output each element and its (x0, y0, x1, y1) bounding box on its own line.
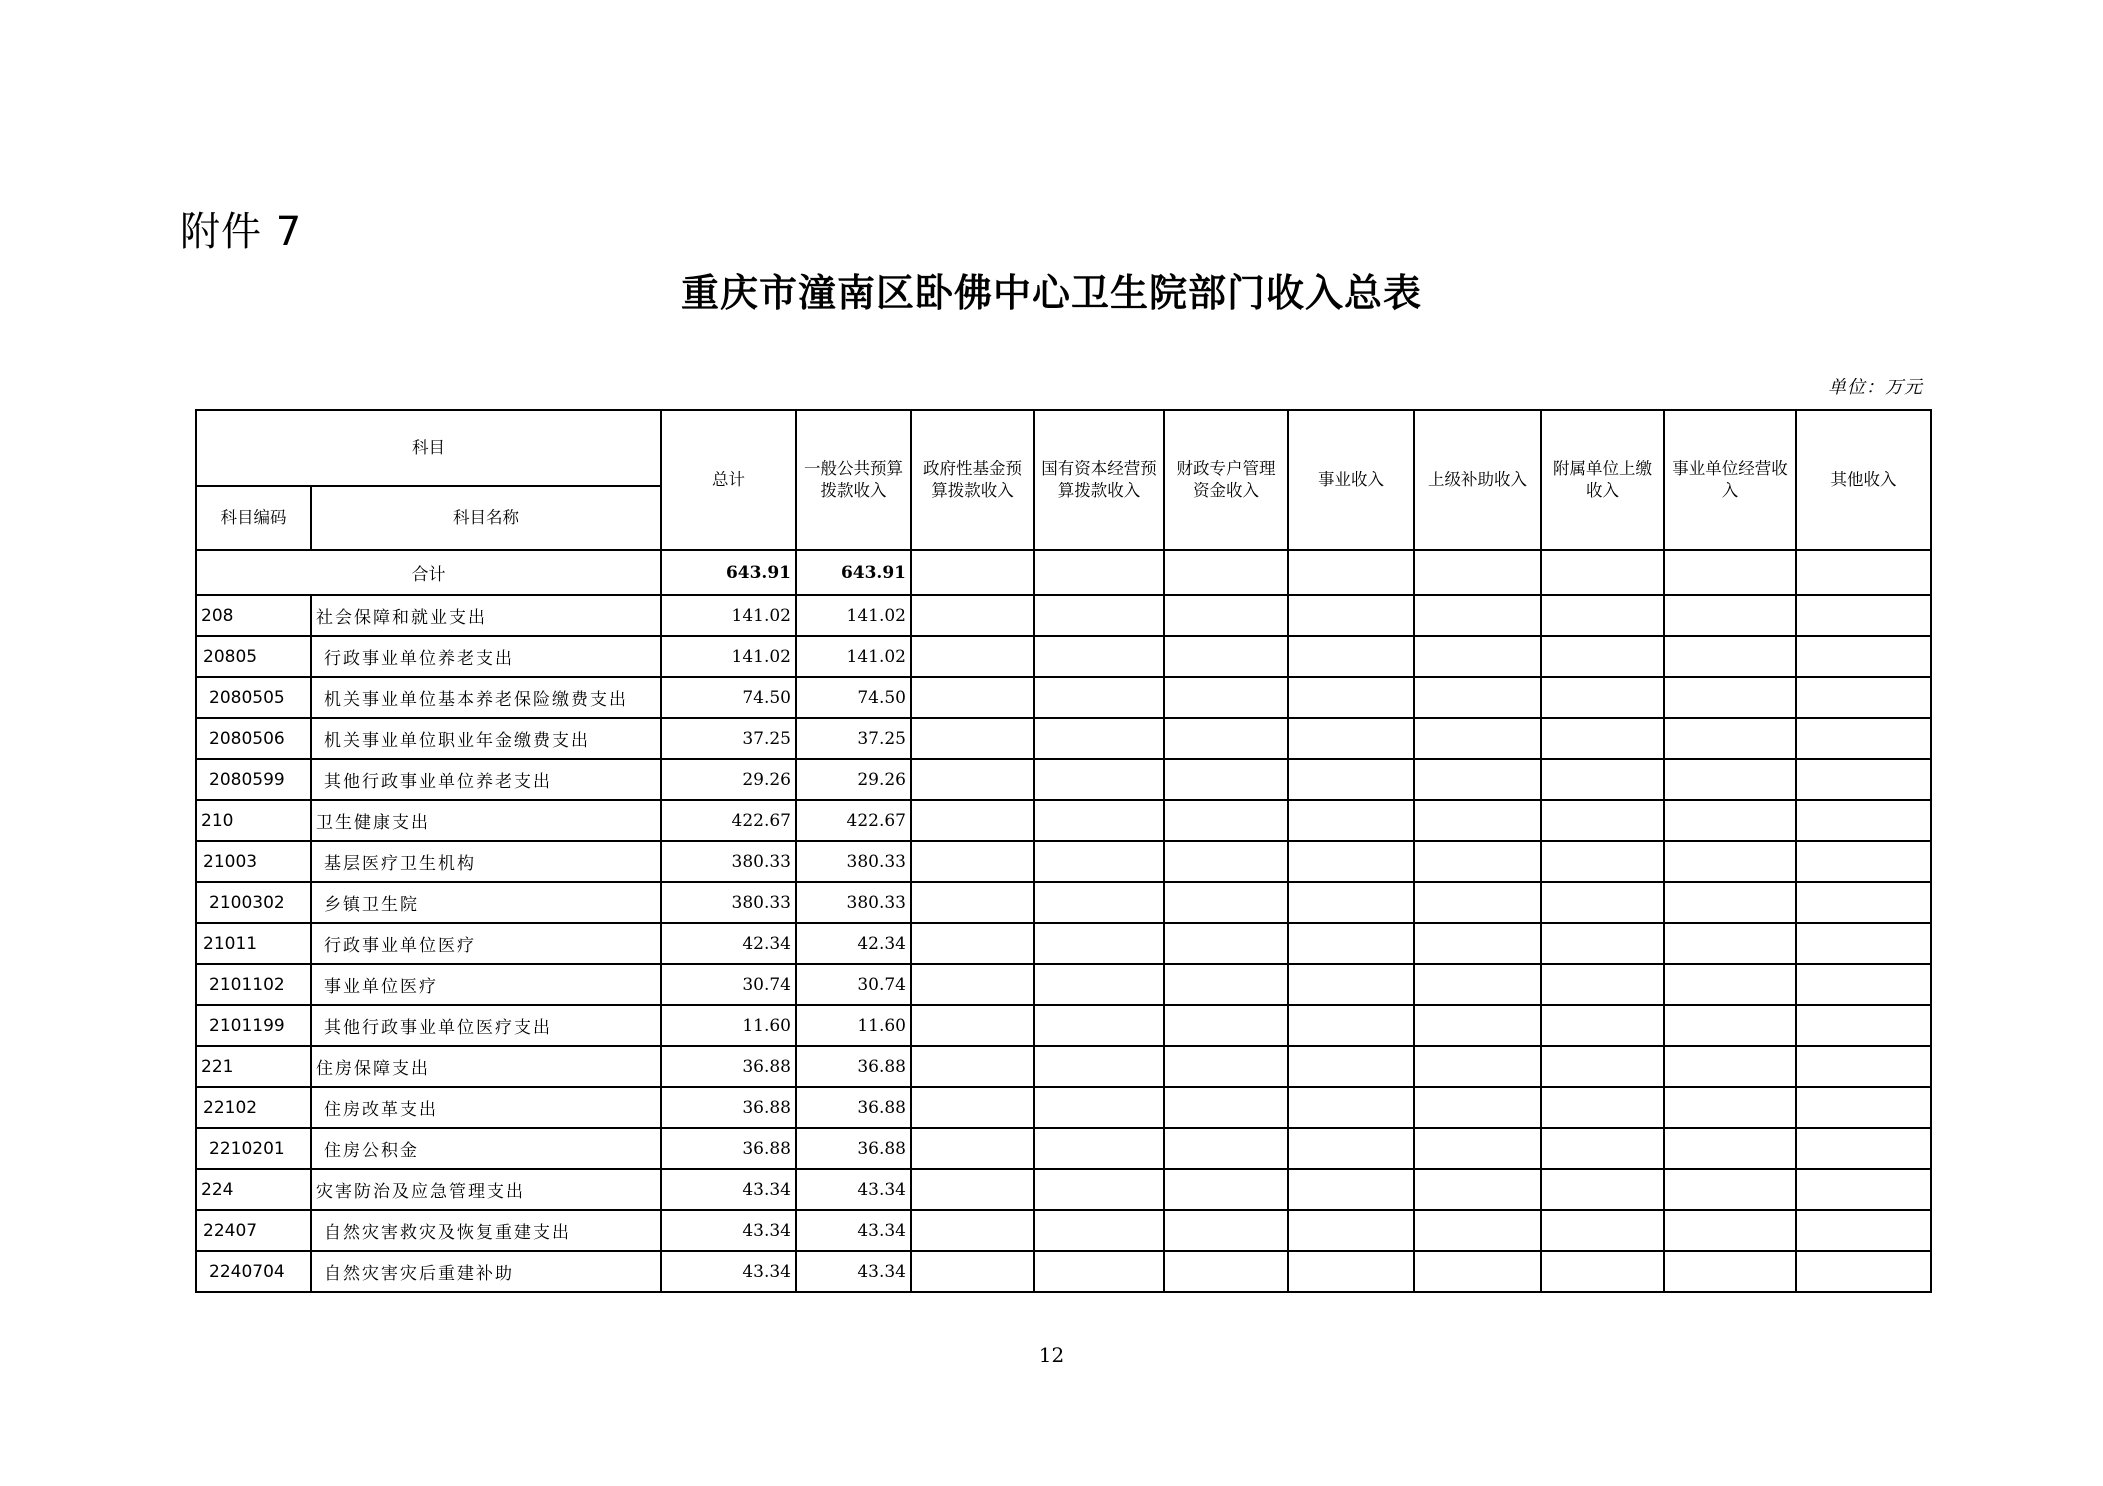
empty-cell (1414, 550, 1541, 595)
row-name: 住房公积金 (311, 1128, 661, 1169)
empty-cell (911, 636, 1034, 677)
empty-cell (1414, 841, 1541, 882)
empty-cell (1034, 677, 1164, 718)
empty-cell (1164, 595, 1288, 636)
empty-cell (911, 841, 1034, 882)
empty-cell (911, 595, 1034, 636)
table-row (196, 718, 1931, 759)
empty-cell (1164, 1087, 1288, 1128)
row-code: 2101102 (196, 964, 311, 1005)
empty-cell (1541, 841, 1664, 882)
empty-cell (1034, 636, 1164, 677)
empty-cell (1288, 1169, 1414, 1210)
empty-cell (1034, 923, 1164, 964)
income-summary-table (195, 409, 1932, 1293)
empty-cell (1288, 1251, 1414, 1292)
empty-cell (1664, 636, 1796, 677)
row-general-budget: 74.50 (796, 677, 911, 718)
header-fiscal-special: 财政专户管理资金收入 (1164, 410, 1288, 550)
empty-cell (1664, 882, 1796, 923)
empty-cell (1288, 595, 1414, 636)
empty-cell (1414, 1005, 1541, 1046)
row-code: 208 (196, 595, 311, 636)
row-total: 141.02 (661, 595, 796, 636)
empty-cell (911, 550, 1034, 595)
empty-cell (1034, 882, 1164, 923)
empty-cell (1664, 1210, 1796, 1251)
header-superior-subsidy: 上级补助收入 (1414, 410, 1541, 550)
empty-cell (1796, 1005, 1931, 1046)
empty-cell (1414, 677, 1541, 718)
empty-cell (1541, 1251, 1664, 1292)
empty-cell (1541, 964, 1664, 1005)
row-code: 2080505 (196, 677, 311, 718)
empty-cell (1664, 677, 1796, 718)
empty-cell (1164, 1128, 1288, 1169)
table-row (196, 1128, 1931, 1169)
row-name: 自然灾害救灾及恢复重建支出 (311, 1210, 661, 1251)
row-code: 22407 (196, 1210, 311, 1251)
row-name: 自然灾害灾后重建补助 (311, 1251, 661, 1292)
row-total: 74.50 (661, 677, 796, 718)
header-business-operation: 事业单位经营收入 (1664, 410, 1796, 550)
empty-cell (1796, 759, 1931, 800)
total-general-budget: 643.91 (796, 550, 911, 595)
table-row (196, 800, 1931, 841)
empty-cell (1541, 595, 1664, 636)
empty-cell (1034, 1169, 1164, 1210)
row-code: 2101199 (196, 1005, 311, 1046)
table-row (196, 595, 1931, 636)
empty-cell (1414, 1128, 1541, 1169)
header-total: 总计 (661, 410, 796, 550)
empty-cell (1414, 800, 1541, 841)
empty-cell (911, 1046, 1034, 1087)
empty-cell (1034, 718, 1164, 759)
header-business-income: 事业收入 (1288, 410, 1414, 550)
header-name: 科目名称 (311, 486, 661, 550)
table-row (196, 1046, 1931, 1087)
row-general-budget: 43.34 (796, 1251, 911, 1292)
empty-cell (1541, 1169, 1664, 1210)
table-row (196, 1210, 1931, 1251)
empty-cell (1796, 1087, 1931, 1128)
empty-cell (911, 1087, 1034, 1128)
empty-cell (1288, 677, 1414, 718)
empty-cell (1164, 882, 1288, 923)
empty-cell (1541, 882, 1664, 923)
empty-cell (1664, 800, 1796, 841)
row-code: 2080506 (196, 718, 311, 759)
row-name: 行政事业单位养老支出 (311, 636, 661, 677)
row-code: 210 (196, 800, 311, 841)
row-name: 行政事业单位医疗 (311, 923, 661, 964)
empty-cell (1664, 1087, 1796, 1128)
empty-cell (1288, 550, 1414, 595)
total-total: 643.91 (661, 550, 796, 595)
table-row (196, 882, 1931, 923)
row-name: 住房保障支出 (311, 1046, 661, 1087)
empty-cell (1414, 595, 1541, 636)
empty-cell (1414, 1046, 1541, 1087)
empty-cell (1164, 1251, 1288, 1292)
empty-cell (1541, 1046, 1664, 1087)
row-code: 2080599 (196, 759, 311, 800)
row-name: 基层医疗卫生机构 (311, 841, 661, 882)
empty-cell (1796, 1251, 1931, 1292)
empty-cell (1164, 550, 1288, 595)
empty-cell (1288, 759, 1414, 800)
empty-cell (1414, 1251, 1541, 1292)
empty-cell (1414, 1087, 1541, 1128)
empty-cell (1664, 1046, 1796, 1087)
header-code: 科目编码 (196, 486, 311, 550)
empty-cell (911, 964, 1034, 1005)
empty-cell (911, 718, 1034, 759)
row-general-budget: 422.67 (796, 800, 911, 841)
empty-cell (1034, 550, 1164, 595)
empty-cell (1541, 1087, 1664, 1128)
empty-cell (1664, 1169, 1796, 1210)
empty-cell (1288, 636, 1414, 677)
empty-cell (1796, 1169, 1931, 1210)
empty-cell (1034, 800, 1164, 841)
empty-cell (1541, 1128, 1664, 1169)
row-general-budget: 141.02 (796, 636, 911, 677)
row-total: 380.33 (661, 882, 796, 923)
row-general-budget: 30.74 (796, 964, 911, 1005)
empty-cell (1034, 1005, 1164, 1046)
empty-cell (1664, 1005, 1796, 1046)
empty-cell (1164, 1169, 1288, 1210)
row-total: 141.02 (661, 636, 796, 677)
row-name: 灾害防治及应急管理支出 (311, 1169, 661, 1210)
empty-cell (1664, 718, 1796, 759)
empty-cell (1288, 1087, 1414, 1128)
empty-cell (1034, 759, 1164, 800)
empty-cell (911, 1005, 1034, 1046)
table-row (196, 923, 1931, 964)
row-code: 221 (196, 1046, 311, 1087)
empty-cell (911, 1251, 1034, 1292)
row-total: 42.34 (661, 923, 796, 964)
empty-cell (1034, 1046, 1164, 1087)
empty-cell (1164, 636, 1288, 677)
empty-cell (911, 759, 1034, 800)
row-total: 36.88 (661, 1087, 796, 1128)
row-name: 机关事业单位基本养老保险缴费支出 (311, 677, 661, 718)
empty-cell (1034, 1128, 1164, 1169)
empty-cell (911, 923, 1034, 964)
empty-cell (1164, 841, 1288, 882)
row-total: 36.88 (661, 1128, 796, 1169)
empty-cell (1414, 718, 1541, 759)
empty-cell (1796, 595, 1931, 636)
row-general-budget: 37.25 (796, 718, 911, 759)
row-code: 2100302 (196, 882, 311, 923)
header-general-budget: 一般公共预算拨款收入 (796, 410, 911, 550)
table-row (196, 636, 1931, 677)
row-total: 30.74 (661, 964, 796, 1005)
row-total: 36.88 (661, 1046, 796, 1087)
empty-cell (1414, 636, 1541, 677)
row-general-budget: 42.34 (796, 923, 911, 964)
empty-cell (1541, 718, 1664, 759)
empty-cell (1288, 1128, 1414, 1169)
row-general-budget: 141.02 (796, 595, 911, 636)
empty-cell (1164, 1210, 1288, 1251)
empty-cell (1796, 550, 1931, 595)
empty-cell (1288, 1046, 1414, 1087)
total-row (196, 550, 1931, 595)
table-row (196, 1169, 1931, 1210)
empty-cell (1796, 1210, 1931, 1251)
empty-cell (1288, 923, 1414, 964)
row-general-budget: 36.88 (796, 1128, 911, 1169)
empty-cell (1288, 1005, 1414, 1046)
empty-cell (1414, 759, 1541, 800)
empty-cell (1796, 677, 1931, 718)
empty-cell (1164, 923, 1288, 964)
row-name: 事业单位医疗 (311, 964, 661, 1005)
empty-cell (1288, 964, 1414, 1005)
empty-cell (1541, 923, 1664, 964)
empty-cell (911, 677, 1034, 718)
page-number: 12 (1038, 1343, 1065, 1367)
empty-cell (911, 882, 1034, 923)
row-code: 22102 (196, 1087, 311, 1128)
empty-cell (1541, 636, 1664, 677)
empty-cell (1164, 677, 1288, 718)
empty-cell (1034, 1087, 1164, 1128)
row-total: 380.33 (661, 841, 796, 882)
empty-cell (1664, 1251, 1796, 1292)
empty-cell (1796, 636, 1931, 677)
header-affiliated-payment: 附属单位上缴收入 (1541, 410, 1664, 550)
empty-cell (1664, 595, 1796, 636)
row-total: 11.60 (661, 1005, 796, 1046)
empty-cell (1664, 1128, 1796, 1169)
row-total: 43.34 (661, 1251, 796, 1292)
row-total: 37.25 (661, 718, 796, 759)
row-code: 21003 (196, 841, 311, 882)
empty-cell (1541, 800, 1664, 841)
row-total: 29.26 (661, 759, 796, 800)
empty-cell (1796, 800, 1931, 841)
header-state-capital: 国有资本经营预算拨款收入 (1034, 410, 1164, 550)
empty-cell (1164, 1046, 1288, 1087)
empty-cell (1541, 759, 1664, 800)
empty-cell (1414, 923, 1541, 964)
empty-cell (911, 1128, 1034, 1169)
row-general-budget: 380.33 (796, 882, 911, 923)
table-row (196, 841, 1931, 882)
row-total: 43.34 (661, 1169, 796, 1210)
empty-cell (1288, 882, 1414, 923)
empty-cell (1796, 718, 1931, 759)
attachment-label: 附件 7 (180, 209, 303, 255)
row-name: 其他行政事业单位医疗支出 (311, 1005, 661, 1046)
row-name: 乡镇卫生院 (311, 882, 661, 923)
empty-cell (911, 1169, 1034, 1210)
empty-cell (1164, 759, 1288, 800)
empty-cell (1034, 1210, 1164, 1251)
empty-cell (1164, 1005, 1288, 1046)
empty-cell (1034, 841, 1164, 882)
row-general-budget: 43.34 (796, 1169, 911, 1210)
empty-cell (1288, 718, 1414, 759)
empty-cell (1664, 964, 1796, 1005)
total-label: 合计 (196, 550, 661, 595)
empty-cell (1664, 923, 1796, 964)
unit-label: 单位：万元 (1828, 377, 1923, 398)
empty-cell (1541, 1005, 1664, 1046)
header-gov-fund: 政府性基金预算拨款收入 (911, 410, 1034, 550)
table-row (196, 1005, 1931, 1046)
row-name: 住房改革支出 (311, 1087, 661, 1128)
header-other-income: 其他收入 (1796, 410, 1931, 550)
empty-cell (1664, 841, 1796, 882)
empty-cell (911, 1210, 1034, 1251)
empty-cell (1034, 595, 1164, 636)
row-general-budget: 11.60 (796, 1005, 911, 1046)
row-code: 2210201 (196, 1128, 311, 1169)
empty-cell (1164, 964, 1288, 1005)
empty-cell (1164, 718, 1288, 759)
row-general-budget: 29.26 (796, 759, 911, 800)
row-name: 社会保障和就业支出 (311, 595, 661, 636)
empty-cell (1414, 964, 1541, 1005)
row-name: 其他行政事业单位养老支出 (311, 759, 661, 800)
row-general-budget: 36.88 (796, 1046, 911, 1087)
row-total: 43.34 (661, 1210, 796, 1251)
row-code: 2240704 (196, 1251, 311, 1292)
empty-cell (1664, 759, 1796, 800)
empty-cell (1288, 1210, 1414, 1251)
row-code: 224 (196, 1169, 311, 1210)
empty-cell (1796, 1046, 1931, 1087)
empty-cell (1034, 1251, 1164, 1292)
empty-cell (1541, 550, 1664, 595)
empty-cell (1664, 550, 1796, 595)
table-row (196, 964, 1931, 1005)
empty-cell (1414, 882, 1541, 923)
document-title: 重庆市潼南区卧佛中心卫生院部门收入总表 (680, 270, 1422, 315)
row-code: 20805 (196, 636, 311, 677)
table-row (196, 677, 1931, 718)
empty-cell (1288, 841, 1414, 882)
empty-cell (1288, 800, 1414, 841)
empty-cell (1034, 964, 1164, 1005)
empty-cell (1796, 882, 1931, 923)
header-subject: 科目 (196, 410, 661, 486)
empty-cell (1796, 841, 1931, 882)
empty-cell (1164, 800, 1288, 841)
empty-cell (1796, 1128, 1931, 1169)
empty-cell (1541, 1210, 1664, 1251)
row-general-budget: 36.88 (796, 1087, 911, 1128)
empty-cell (911, 800, 1034, 841)
table-row (196, 759, 1931, 800)
row-name: 卫生健康支出 (311, 800, 661, 841)
empty-cell (1796, 964, 1931, 1005)
empty-cell (1541, 677, 1664, 718)
table-row (196, 1087, 1931, 1128)
empty-cell (1796, 923, 1931, 964)
empty-cell (1414, 1210, 1541, 1251)
row-code: 21011 (196, 923, 311, 964)
table-row (196, 1251, 1931, 1292)
empty-cell (1414, 1169, 1541, 1210)
row-name: 机关事业单位职业年金缴费支出 (311, 718, 661, 759)
row-general-budget: 43.34 (796, 1210, 911, 1251)
row-total: 422.67 (661, 800, 796, 841)
row-general-budget: 380.33 (796, 841, 911, 882)
